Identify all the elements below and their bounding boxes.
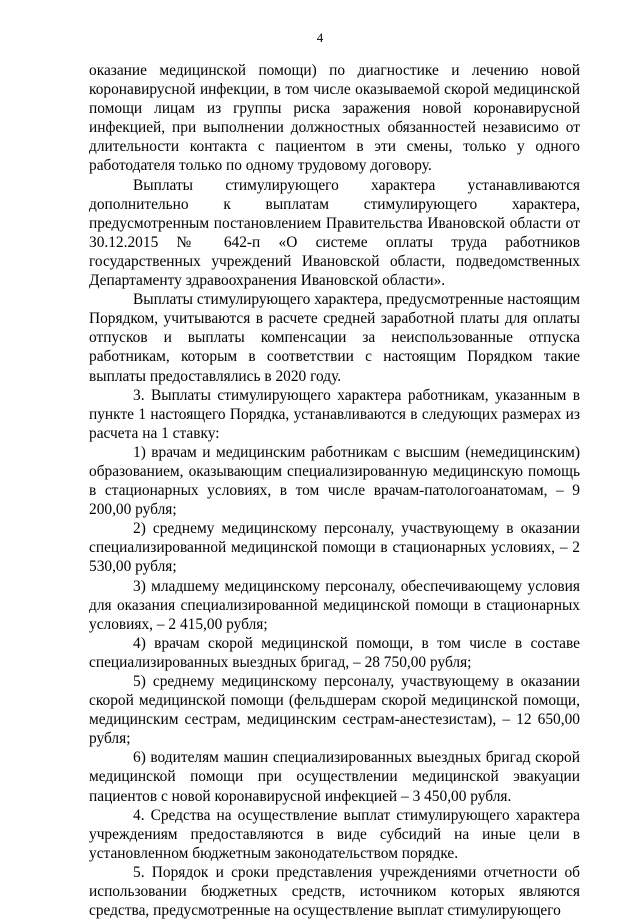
paragraph-7: 3) младшему медицинскому персоналу, обеспечивающему условия для оказания специализированной медицинской помощи в стационарных условиях, – 2 415,00 рубля;	[89, 577, 580, 633]
paragraph-10: 6) водителям машин специализированных выездных бригад скорой медицинской помощи при осуществлении медицинской эвакуации пациентов с новой коронавирусной инфекцией – 3 450,00 рубля.	[89, 749, 580, 805]
paragraph-8: 4) врачам скорой медицинской помощи, в том числе в составе специализированных выездных бригад, – 28 750,00 рубля;	[89, 634, 580, 671]
paragraph-6: 2) среднему медицинскому персоналу, участвующему в оказании специализированной медицинской помощи в стационарных условиях, – 2 530,00 рубля;	[89, 520, 580, 576]
paragraph-12: 5. Порядок и сроки представления учреждениями отчетности об использовании бюджетных средств, источником которых являются средства, предусмотренные на осуществление выплат стимулирующего	[89, 863, 580, 920]
page-number: 4	[316, 30, 324, 45]
paragraph-2: Выплаты стимулирующего характера устанавливаются дополнительно к выплатам стимулирующего характера, предусмотренным постановлением Правительства Ивановской области от 30.12.2015 № 642-п «О системе оплаты труда работников государственных учреждений Ивановской области, подведомственных Департаменту здравоохранения Ивановской области».	[89, 176, 580, 290]
document-body	[89, 61, 580, 920]
paragraph-4: 3. Выплаты стимулирующего характера работникам, указанным в пункте 1 настоящего Порядка, устанавливаются в следующих размерах из расчета на 1 ставку:	[89, 386, 580, 442]
paragraph-5: 1) врачам и медицинским работникам с высшим (немедицинским) образованием, оказывающим специализированную медицинскую помощь в стационарных условиях, в том числе врачам-патологоанатомам, – 9 200,00 рубля;	[89, 443, 580, 519]
paragraph-1: оказание медицинской помощи) по диагностике и лечению новой коронавирусной инфекции, в том числе оказываемой скорой медицинской помощи лицам из группы риска заражения новой коронавирусной инфекцией, при выполнении должностных обязанностей независимо от длительности контакта с пациентом в эти смены, только у одного работодателя только по одному трудовому договору.	[89, 62, 580, 175]
paragraph-11: 4. Средства на осуществление выплат стимулирующего характера учреждениям предоставляются в виде субсидий на иные цели в установленном бюджетным законодательством порядке.	[89, 806, 580, 862]
paragraph-3: Выплаты стимулирующего характера, предусмотренные настоящим Порядком, учитываются в расчете средней заработной платы для оплаты отпусков и выплаты компенсации за неиспользованные отпуска работникам, которым в соответствии с настоящим Порядком такие выплаты предоставлялись в 2020 году.	[89, 291, 580, 385]
paragraph-9: 5) среднему медицинскому персоналу, участвующему в оказании скорой медицинской помощи (фельдшерам скорой медицинской помощи, медицинским сестрам, медицинским сестрам-анестезистам), – 12 650,00 рубля;	[89, 673, 580, 748]
